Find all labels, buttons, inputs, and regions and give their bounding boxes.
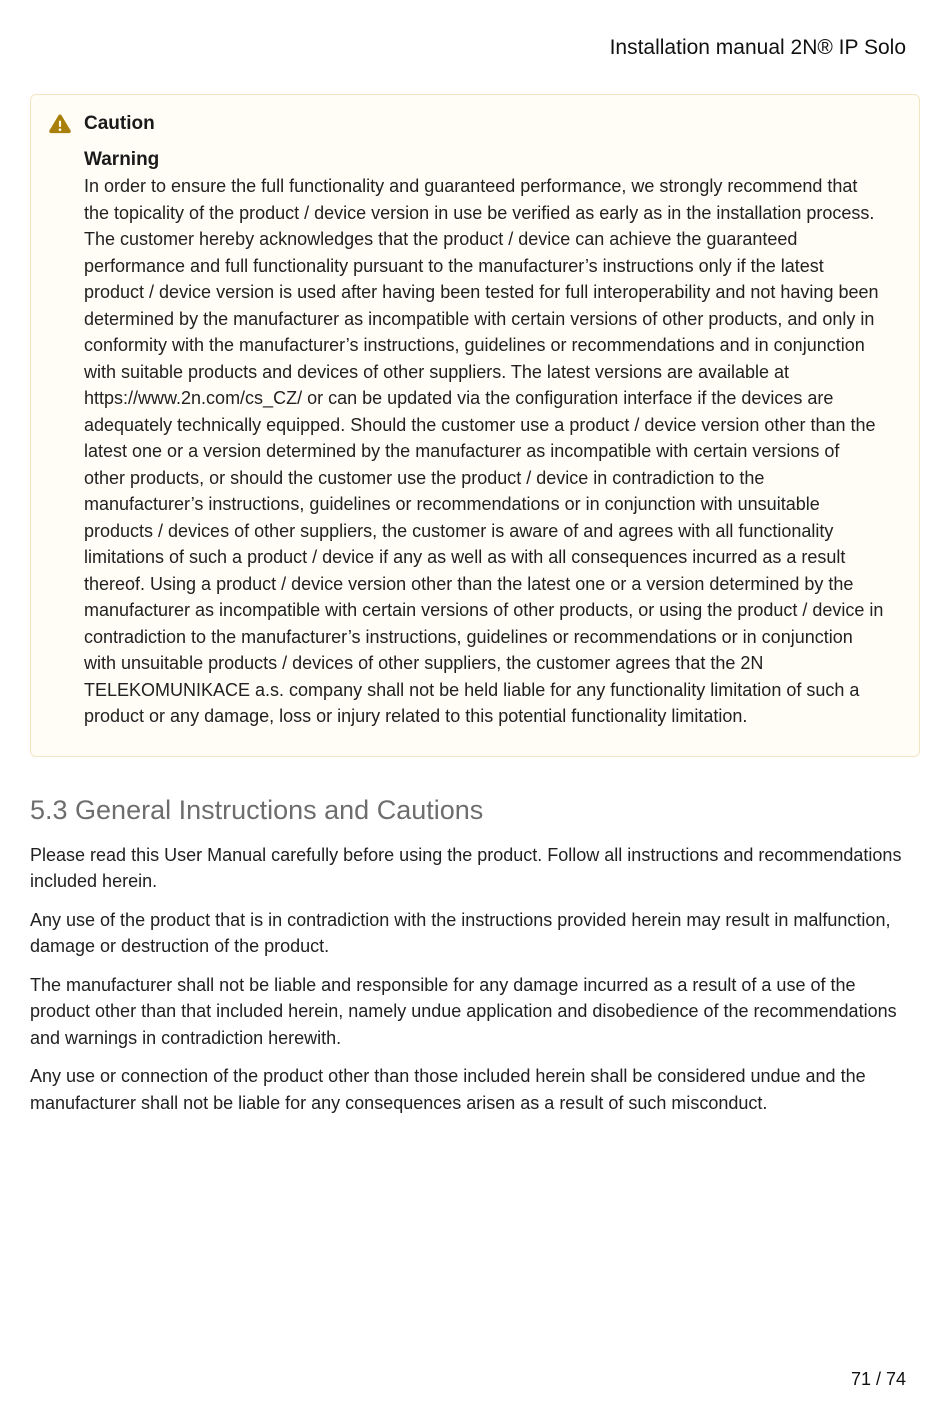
caution-content (84, 149, 891, 730)
caution-title-row (49, 113, 891, 135)
section-heading: 5.3 General Instructions and Cautions (30, 794, 484, 825)
page-indicator: 71 / 74 (850, 1369, 906, 1389)
section-body (30, 842, 920, 1117)
paragraph: The manufacturer shall not be liable and responsible for any damage incurred as a result of a use of the product other than that included herein, namely undue application and disobedience of the recommendations and warnings in contradiction herewith. (30, 974, 897, 1048)
paragraph: Any use of the product that is in contradiction with the instructions provided herein may result in malfunction, damage or destruction of the product. (30, 909, 891, 956)
paragraph: Any use or connection of the product other than those included herein shall be considered undue and the manufacturer shall not be liable for any consequences arisen as a result of such misconduct. (30, 1066, 866, 1113)
paragraph: Please read this User Manual carefully before using the product. Follow all instructions and recommendations included herein. (30, 844, 902, 891)
caution-subtitle: Warning (84, 149, 160, 170)
caution-box (30, 94, 920, 757)
warning-triangle-icon (49, 114, 71, 134)
doc-header-title: Installation manual 2N® IP Solo (609, 36, 906, 59)
caution-title: Caution (84, 113, 155, 134)
caution-body-text: In order to ensure the full functionality and guaranteed performance, we strongly recommend that the topicality of the product / device version in use be verified as early as in the installation process. The customer hereby acknowledges that the product / device can achieve the guaranteed performance and full functionality pursuant to the manufacturer’s instructions only if the latest product / device version is used after having been tested for full interoperability and not having been determined by the manufacturer as incompatible with certain versions of other products, and only in conformity with the manufacturer’s instructions, guidelines or recommendations and in conjunction with suitable products and devices of other suppliers. The latest versions are available at https://www.2n.com/cs_CZ/ or can be updated via the configuration interface if the devices are adequately technically equipped. Should the customer use a product / device version other than the latest one or a version determined by the manufacturer as incompatible with certain versions of other products, or should the customer use the product / device in contradiction to the manufacturer’s instructions, guidelines or recommendations or in conjunction with unsuitable products / devices of other suppliers, the customer is aware of and agrees with all functionality limitations of such a product / device if any as well as with all consequences incurred as a result thereof. Using a product / device version other than the latest one or a version determined by the manufacturer as incompatible with certain versions of other products, or using the product / device in contradiction to the manufacturer’s instructions, guidelines or recommendations or in conjunction with unsuitable products / devices of other suppliers, the customer agrees that the 2N TELEKOMUNIKACE a.s. company shall not be held liable for any functionality limitation of such a product or any damage, loss or injury related to this potential functionality limitation. (84, 176, 884, 726)
